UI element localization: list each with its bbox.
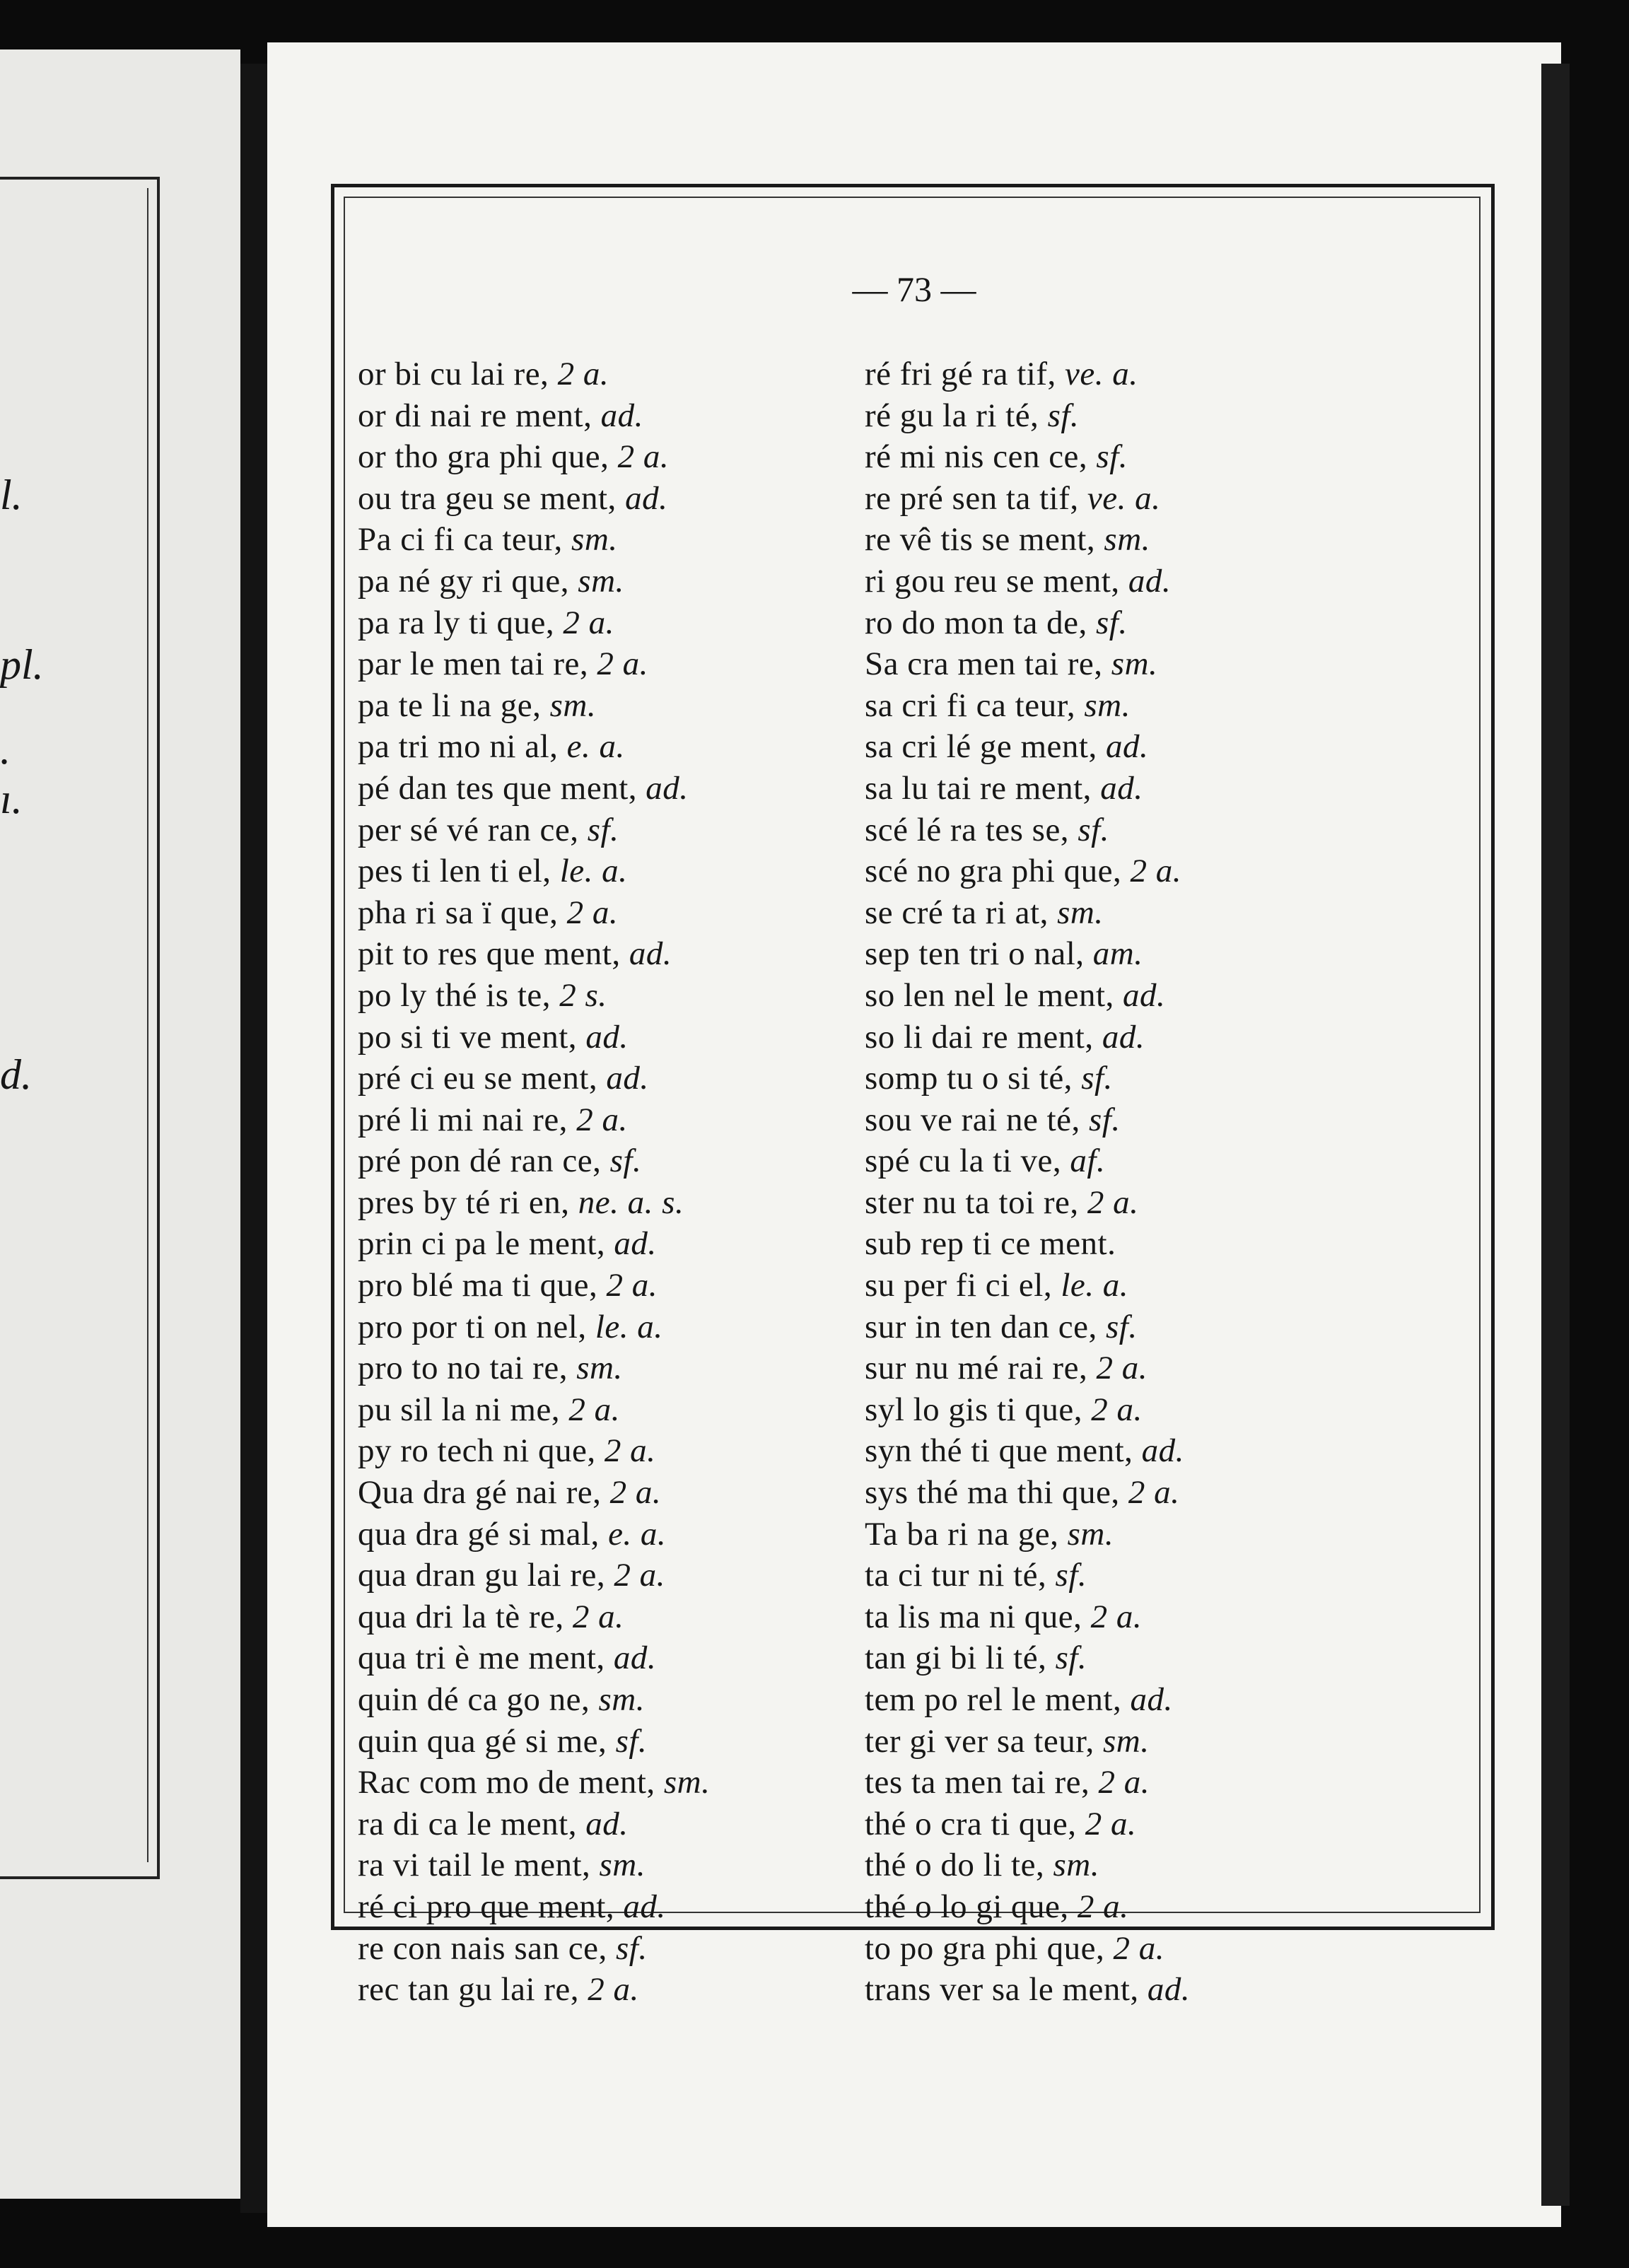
dictionary-entry bbox=[358, 1596, 710, 1638]
entry-grammar-abbreviation: ad. bbox=[600, 397, 643, 434]
entry-grammar-abbreviation: sm. bbox=[1104, 521, 1150, 559]
dictionary-entry bbox=[358, 1804, 710, 1845]
entry-word: ster nu ta toi re, bbox=[865, 1183, 1087, 1221]
entry-word: prin ci pa le ment, bbox=[358, 1225, 614, 1263]
entry-word: quin qua gé si me, bbox=[358, 1722, 616, 1760]
entry-grammar-abbreviation: sf. bbox=[1055, 1557, 1087, 1594]
dictionary-entry bbox=[358, 1928, 710, 1970]
entry-grammar-abbreviation: ad. bbox=[1123, 976, 1166, 1014]
entry-word: po si ti ve ment, bbox=[358, 1018, 586, 1056]
entry-grammar-abbreviation: 2 a. bbox=[557, 356, 609, 392]
entry-word: sou ve rai ne té, bbox=[865, 1101, 1090, 1138]
dictionary-entry bbox=[865, 1182, 1190, 1224]
entry-grammar-abbreviation: 2 a. bbox=[1130, 853, 1181, 890]
entry-grammar-abbreviation: 2 a. bbox=[563, 604, 614, 641]
dictionary-entry bbox=[865, 1017, 1190, 1058]
entry-word: ré fri gé ra tif, bbox=[865, 356, 1065, 392]
entry-grammar-abbreviation: sm. bbox=[571, 521, 618, 559]
dictionary-entry bbox=[865, 1389, 1190, 1431]
entry-word: pu sil la ni me, bbox=[358, 1391, 569, 1428]
entry-grammar-abbreviation: sf. bbox=[1047, 397, 1080, 434]
entry-grammar-abbreviation: 2 a. bbox=[1091, 1391, 1143, 1428]
dictionary-entry bbox=[358, 1472, 710, 1514]
entry-word: trans ver sa le ment, bbox=[865, 1971, 1148, 2009]
entry-grammar-abbreviation: 2 a. bbox=[566, 894, 619, 931]
entry-word: qua dri la tè re, bbox=[358, 1598, 573, 1635]
entry-grammar-abbreviation: le. a. bbox=[595, 1308, 663, 1345]
entry-word: syn thé ti que ment, bbox=[865, 1432, 1142, 1470]
entry-word: sa lu tai re ment, bbox=[865, 769, 1101, 807]
dictionary-entry bbox=[865, 1058, 1190, 1099]
entry-grammar-abbreviation: 2 a. bbox=[1090, 1598, 1143, 1635]
dictionary-entry bbox=[865, 436, 1190, 478]
entry-grammar-abbreviation: sf. bbox=[1089, 1101, 1121, 1138]
entry-word: ta lis ma ni que, bbox=[865, 1598, 1091, 1635]
entry-grammar-abbreviation: ve. a. bbox=[1087, 479, 1161, 517]
previous-page-fragment: ı. bbox=[0, 776, 23, 822]
entry-word: ré gu la ri té, bbox=[865, 397, 1048, 434]
entry-word: tes ta men tai re, bbox=[865, 1764, 1099, 1801]
entry-grammar-abbreviation: af. bbox=[1070, 1142, 1106, 1180]
entry-grammar-abbreviation: sf. bbox=[615, 1929, 648, 1967]
entry-word: pa né gy ri que, bbox=[358, 562, 578, 600]
dictionary-entry bbox=[865, 1265, 1190, 1307]
entry-word: or bi cu lai re, bbox=[358, 356, 558, 392]
entry-word: per sé vé ran ce, bbox=[358, 811, 588, 848]
entry-word: qua dran gu lai re, bbox=[358, 1557, 614, 1594]
dictionary-entry bbox=[865, 353, 1190, 395]
dictionary-entry bbox=[865, 1596, 1190, 1638]
entry-word: so len nel le ment, bbox=[865, 976, 1123, 1014]
entry-word: pes ti len ti el, bbox=[358, 853, 560, 890]
dictionary-entry bbox=[358, 768, 710, 809]
entry-word: sys thé ma thi que, bbox=[865, 1474, 1128, 1512]
entry-grammar-abbreviation: sm. bbox=[599, 1847, 646, 1884]
entry-grammar-abbreviation: 2 a. bbox=[609, 1474, 662, 1512]
entry-grammar-abbreviation: 2 a. bbox=[1128, 1474, 1180, 1512]
dictionary-entry bbox=[358, 809, 710, 851]
entry-grammar-abbreviation: sm. bbox=[1053, 1847, 1099, 1884]
entry-word: ré ci pro que ment, bbox=[358, 1888, 624, 1925]
dictionary-entry bbox=[358, 1845, 710, 1886]
entry-word: ou tra geu se ment, bbox=[358, 479, 626, 517]
entry-grammar-abbreviation: 2 a. bbox=[617, 438, 670, 476]
entry-grammar-abbreviation: 2 a. bbox=[568, 1391, 620, 1428]
dictionary-entry bbox=[865, 975, 1190, 1017]
dictionary-entry bbox=[358, 685, 710, 727]
dictionary-entry bbox=[358, 1637, 710, 1679]
entry-grammar-abbreviation: sf. bbox=[1096, 438, 1128, 476]
dictionary-entry bbox=[865, 768, 1190, 809]
entry-word: spé cu la ti ve, bbox=[865, 1142, 1070, 1180]
dictionary-entry bbox=[358, 1348, 710, 1389]
dictionary-entry bbox=[865, 395, 1190, 437]
dictionary-entry bbox=[865, 933, 1190, 975]
entry-word: tan gi bi li té, bbox=[865, 1639, 1056, 1677]
dictionary-entry bbox=[865, 1845, 1190, 1886]
entry-grammar-abbreviation: sm. bbox=[1111, 645, 1158, 683]
entry-word: re pré sen ta tif, bbox=[865, 479, 1087, 517]
entry-word: pa ra ly ti que, bbox=[358, 604, 564, 641]
dictionary-entry bbox=[865, 1223, 1190, 1265]
entry-word: pres by té ri en, bbox=[358, 1183, 578, 1221]
entry-word: pa tri mo ni al, bbox=[358, 728, 567, 766]
entry-grammar-abbreviation: ad. bbox=[606, 1060, 649, 1097]
page-number: — 73 — bbox=[852, 269, 976, 309]
dictionary-entry bbox=[358, 1265, 710, 1307]
entry-word: pé dan tes que ment, bbox=[358, 769, 646, 807]
dictionary-entry bbox=[358, 726, 710, 768]
entry-grammar-abbreviation: 2 a. bbox=[1096, 1350, 1148, 1387]
dictionary-entry bbox=[865, 478, 1190, 520]
dictionary-entry bbox=[358, 975, 710, 1017]
entry-grammar-abbreviation: sf. bbox=[615, 1722, 648, 1760]
entry-word: rec tan gu lai re, bbox=[358, 1971, 588, 2009]
entry-grammar-abbreviation: ne. a. s. bbox=[578, 1183, 684, 1221]
entry-grammar-abbreviation: le. a. bbox=[1061, 1267, 1129, 1304]
entry-word: tem po rel le ment, bbox=[865, 1681, 1131, 1718]
previous-page-fragment: . bbox=[0, 726, 11, 773]
entry-word: Pa ci fi ca teur, bbox=[358, 521, 572, 559]
entry-grammar-abbreviation: sm. bbox=[598, 1681, 645, 1718]
entry-grammar-abbreviation: sm. bbox=[1057, 894, 1104, 931]
dictionary-entry bbox=[865, 519, 1190, 561]
entry-word: sa cri lé ge ment, bbox=[865, 728, 1106, 766]
entry-word: or tho gra phi que, bbox=[358, 438, 618, 476]
entry-grammar-abbreviation: sf. bbox=[1081, 1060, 1113, 1097]
dictionary-entry bbox=[865, 1514, 1190, 1555]
entry-word: qua dra gé si mal, bbox=[358, 1515, 609, 1553]
entry-word: qua tri è me ment, bbox=[358, 1639, 614, 1677]
dictionary-entry bbox=[865, 1886, 1190, 1928]
dictionary-entry bbox=[358, 1762, 710, 1804]
dictionary-entry bbox=[865, 1348, 1190, 1389]
entry-word: py ro tech ni que, bbox=[358, 1432, 605, 1470]
entry-word: sa cri fi ca teur, bbox=[865, 686, 1085, 724]
word-column-right bbox=[865, 353, 1190, 2011]
entry-grammar-abbreviation: ad. bbox=[623, 1888, 666, 1925]
dictionary-entry bbox=[358, 1679, 710, 1721]
entry-grammar-abbreviation: 2 a. bbox=[1113, 1929, 1164, 1967]
entry-grammar-abbreviation: sm. bbox=[576, 1350, 623, 1387]
dictionary-entry bbox=[358, 561, 710, 602]
entry-grammar-abbreviation: sf. bbox=[1078, 811, 1109, 848]
dictionary-entry bbox=[865, 685, 1190, 727]
entry-grammar-abbreviation: 2 a. bbox=[1085, 1805, 1137, 1842]
entry-grammar-abbreviation: ad. bbox=[646, 769, 689, 807]
entry-grammar-abbreviation: sm. bbox=[663, 1764, 711, 1801]
entry-word: ta ci tur ni té, bbox=[865, 1557, 1056, 1594]
dictionary-entry bbox=[865, 561, 1190, 602]
dictionary-entry bbox=[358, 1223, 710, 1265]
dictionary-entry bbox=[358, 933, 710, 975]
entry-word: pro to no tai re, bbox=[358, 1350, 577, 1387]
dictionary-entry bbox=[865, 602, 1190, 644]
entry-grammar-abbreviation: am. bbox=[1092, 935, 1143, 973]
dictionary-entry bbox=[358, 1058, 710, 1099]
entry-word: pa te li na ge, bbox=[358, 686, 550, 724]
dictionary-entry bbox=[865, 809, 1190, 851]
entry-word: ra vi tail le ment, bbox=[358, 1847, 600, 1884]
entry-grammar-abbreviation: le. a. bbox=[559, 853, 628, 890]
entry-grammar-abbreviation: 2 s. bbox=[559, 976, 607, 1014]
entry-word: par le men tai re, bbox=[358, 645, 597, 683]
dictionary-entry bbox=[358, 1886, 710, 1928]
dictionary-entry bbox=[358, 1017, 710, 1058]
entry-word: ri gou reu se ment, bbox=[865, 562, 1128, 600]
entry-word: sur nu mé rai re, bbox=[865, 1350, 1097, 1387]
entry-grammar-abbreviation: 2 a. bbox=[572, 1598, 624, 1635]
entry-grammar-abbreviation: 2 a. bbox=[604, 1432, 656, 1470]
entry-grammar-abbreviation: ad. bbox=[625, 479, 668, 517]
entry-grammar-abbreviation: ad. bbox=[1100, 769, 1143, 807]
entry-grammar-abbreviation: e. a. bbox=[566, 728, 625, 766]
entry-grammar-abbreviation: ve. a. bbox=[1065, 356, 1138, 392]
entry-word: ro do mon ta de, bbox=[865, 604, 1096, 641]
dictionary-entry bbox=[358, 850, 710, 892]
entry-word: pit to res que ment, bbox=[358, 935, 629, 973]
entry-word: somp tu o si té, bbox=[865, 1060, 1082, 1097]
dictionary-entry bbox=[358, 1969, 710, 2011]
entry-grammar-abbreviation: ad. bbox=[1105, 728, 1149, 766]
dictionary-entry bbox=[865, 643, 1190, 685]
entry-grammar-abbreviation: ad. bbox=[1147, 1971, 1191, 2009]
dictionary-entry bbox=[865, 1140, 1190, 1182]
word-column-left bbox=[358, 353, 710, 2011]
entry-grammar-abbreviation: sf. bbox=[1055, 1639, 1087, 1677]
dictionary-entry bbox=[358, 1389, 710, 1431]
entry-grammar-abbreviation: ad. bbox=[1130, 1681, 1173, 1718]
entry-word: ra di ca le ment, bbox=[358, 1805, 586, 1842]
entry-word: pro por ti on nel, bbox=[358, 1308, 595, 1345]
entry-grammar-abbreviation: sf. bbox=[1106, 1308, 1138, 1345]
entry-word: pré pon dé ran ce, bbox=[358, 1142, 610, 1180]
entry-word: sur in ten dan ce, bbox=[865, 1308, 1107, 1345]
entry-grammar-abbreviation: 2 a. bbox=[1098, 1764, 1150, 1801]
entry-word: sep ten tri o nal, bbox=[865, 935, 1093, 973]
entry-grammar-abbreviation: sm. bbox=[1102, 1722, 1150, 1760]
entry-word: Rac com mo de ment, bbox=[358, 1764, 664, 1801]
entry-grammar-abbreviation: e. a. bbox=[608, 1515, 667, 1553]
entry-word: pha ri sa ï que, bbox=[358, 894, 567, 931]
entry-word: su per fi ci el, bbox=[865, 1267, 1061, 1304]
entry-grammar-abbreviation: ad. bbox=[1102, 1018, 1145, 1056]
dictionary-entry bbox=[865, 726, 1190, 768]
dictionary-entry bbox=[358, 1140, 710, 1182]
entry-grammar-abbreviation: sm. bbox=[1084, 686, 1131, 724]
entry-word: re con nais san ce, bbox=[358, 1929, 616, 1967]
entry-grammar-abbreviation: 2 a. bbox=[597, 645, 648, 683]
dictionary-entry bbox=[865, 1307, 1190, 1348]
entry-word: to po gra phi que, bbox=[865, 1929, 1114, 1967]
entry-grammar-abbreviation: 2 a. bbox=[614, 1557, 665, 1594]
previous-page-fragment: pl. bbox=[0, 641, 44, 688]
dictionary-entry bbox=[358, 1182, 710, 1224]
book-gutter bbox=[240, 64, 269, 2213]
dictionary-entry bbox=[358, 353, 710, 395]
dictionary-entry bbox=[865, 1762, 1190, 1804]
entry-grammar-abbreviation: sm. bbox=[578, 562, 624, 600]
entry-word: so li dai re ment, bbox=[865, 1018, 1102, 1056]
page-edge-shadow bbox=[1541, 64, 1570, 2206]
entry-word: pré ci eu se ment, bbox=[358, 1060, 607, 1097]
dictionary-entry bbox=[865, 1472, 1190, 1514]
entry-grammar-abbreviation: ad. bbox=[1128, 562, 1172, 600]
entry-grammar-abbreviation: sm. bbox=[1067, 1515, 1114, 1553]
entry-grammar-abbreviation: ad. bbox=[629, 935, 672, 973]
entry-word: Sa cra men tai re, bbox=[865, 645, 1111, 683]
dictionary-entry bbox=[358, 519, 710, 561]
previous-page-fragment: d. bbox=[0, 1051, 32, 1098]
entry-grammar-abbreviation: 2 a. bbox=[1087, 1183, 1139, 1221]
entry-word: scé lé ra tes se, bbox=[865, 811, 1078, 848]
dictionary-entry bbox=[865, 1928, 1190, 1970]
dictionary-entry bbox=[865, 1804, 1190, 1845]
dictionary-entry bbox=[865, 1679, 1190, 1721]
entry-word: sub rep ti ce ment. bbox=[865, 1225, 1116, 1263]
entry-grammar-abbreviation: 2 a. bbox=[576, 1101, 628, 1138]
dictionary-entry bbox=[865, 1099, 1190, 1141]
entry-word: Ta ba ri na ge, bbox=[865, 1515, 1068, 1553]
entry-grammar-abbreviation: ad. bbox=[613, 1639, 657, 1677]
dictionary-entry bbox=[358, 436, 710, 478]
dictionary-entry bbox=[358, 1099, 710, 1141]
dictionary-entry bbox=[865, 1969, 1190, 2011]
dictionary-entry bbox=[358, 1514, 710, 1555]
dictionary-entry bbox=[358, 1721, 710, 1763]
dictionary-entry bbox=[358, 478, 710, 520]
previous-page-frame-inner bbox=[0, 188, 148, 1862]
entry-word: syl lo gis ti que, bbox=[865, 1391, 1092, 1428]
dictionary-entry bbox=[358, 892, 710, 934]
entry-grammar-abbreviation: 2 a. bbox=[1077, 1888, 1129, 1925]
entry-word: re vê tis se ment, bbox=[865, 521, 1104, 559]
dictionary-entry bbox=[865, 892, 1190, 934]
entry-word: quin dé ca go ne, bbox=[358, 1681, 599, 1718]
entry-word: Qua dra gé nai re, bbox=[358, 1474, 610, 1512]
entry-word: thé o lo gi que, bbox=[865, 1888, 1078, 1925]
dictionary-entry bbox=[358, 643, 710, 685]
dictionary-entry bbox=[865, 1430, 1190, 1472]
entry-grammar-abbreviation: ad. bbox=[585, 1018, 629, 1056]
previous-page-fragment: l. bbox=[0, 472, 23, 518]
dictionary-entry bbox=[358, 1555, 710, 1596]
entry-word: or di nai re ment, bbox=[358, 397, 601, 434]
entry-grammar-abbreviation: sf. bbox=[587, 811, 619, 848]
entry-word: scé no gra phi que, bbox=[865, 853, 1131, 890]
dictionary-entry bbox=[865, 850, 1190, 892]
entry-word: po ly thé is te, bbox=[358, 976, 560, 1014]
entry-grammar-abbreviation: ad. bbox=[1141, 1432, 1184, 1470]
dictionary-entry bbox=[358, 602, 710, 644]
book-page bbox=[267, 42, 1561, 2227]
entry-grammar-abbreviation: sf. bbox=[609, 1142, 642, 1180]
dictionary-entry bbox=[358, 395, 710, 437]
previous-page-edge bbox=[0, 49, 240, 2199]
dictionary-entry bbox=[865, 1555, 1190, 1596]
entry-word: pro blé ma ti que, bbox=[358, 1267, 607, 1304]
dictionary-entry bbox=[358, 1430, 710, 1472]
entry-word: ter gi ver sa teur, bbox=[865, 1722, 1103, 1760]
entry-word: se cré ta ri at, bbox=[865, 894, 1058, 931]
entry-grammar-abbreviation: ad. bbox=[585, 1805, 629, 1842]
entry-grammar-abbreviation: 2 a. bbox=[606, 1267, 658, 1304]
entry-grammar-abbreviation: 2 a. bbox=[588, 1971, 639, 2009]
entry-grammar-abbreviation: sf. bbox=[1096, 604, 1128, 641]
dictionary-entry bbox=[358, 1307, 710, 1348]
dictionary-entry bbox=[865, 1637, 1190, 1679]
entry-word: ré mi nis cen ce, bbox=[865, 438, 1097, 476]
entry-grammar-abbreviation: sm. bbox=[549, 686, 597, 724]
dictionary-entry bbox=[865, 1721, 1190, 1763]
entry-word: thé o do li te, bbox=[865, 1847, 1053, 1884]
entry-grammar-abbreviation: ad. bbox=[614, 1225, 657, 1263]
entry-word: thé o cra ti que, bbox=[865, 1805, 1085, 1842]
entry-word: pré li mi nai re, bbox=[358, 1101, 577, 1138]
